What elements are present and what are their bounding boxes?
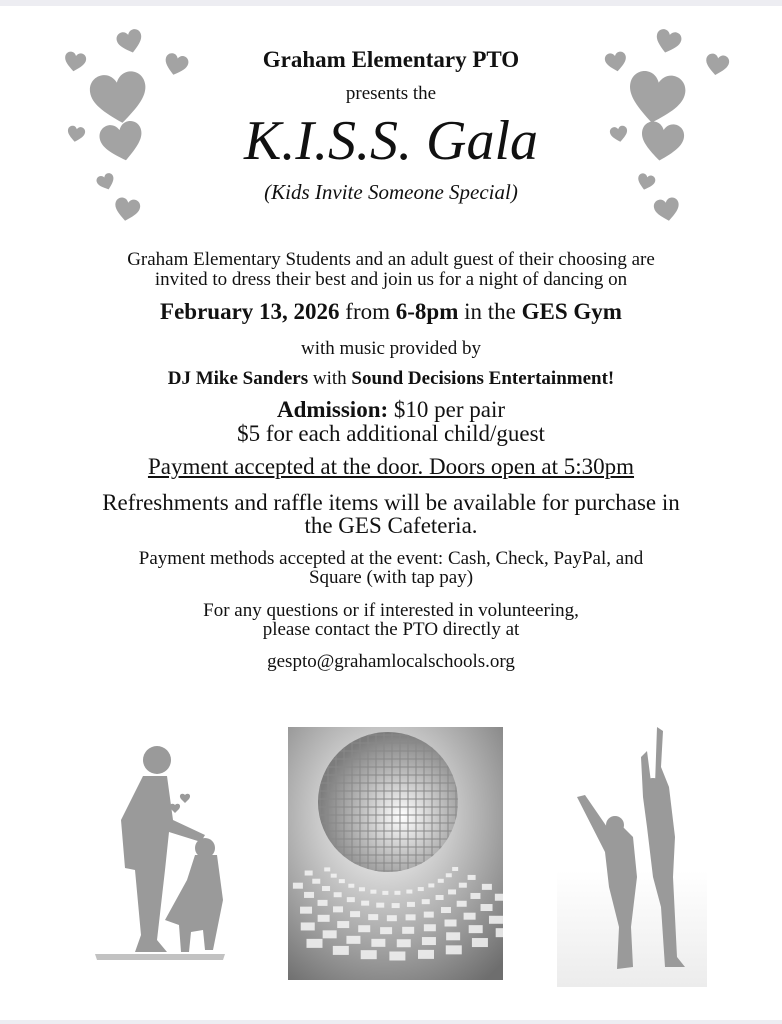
light-tile <box>359 887 365 891</box>
light-tile <box>304 892 314 898</box>
dj-company: Sound Decisions Entertainment! <box>351 368 615 389</box>
payment-door-text: Payment accepted at the door. Doors open at 5:30pm <box>147 454 635 479</box>
light-tile <box>346 936 360 944</box>
music-text: with music provided by <box>301 338 481 359</box>
light-tile <box>382 891 388 895</box>
light-tile <box>424 912 434 918</box>
light-tile <box>331 874 337 878</box>
light-tile <box>389 951 405 960</box>
light-tile <box>469 925 483 933</box>
light-tile <box>441 907 451 913</box>
light-tile <box>350 911 360 917</box>
light-tile <box>495 894 503 901</box>
light-tile <box>448 889 456 894</box>
event-time: 6-8pm <box>395 299 459 324</box>
disco-ball-image <box>288 727 503 980</box>
light-tile <box>446 873 452 877</box>
light-tile <box>392 903 400 908</box>
event-subtitle: (Kids Invite Someone Special) <box>264 180 518 204</box>
admission-price: $10 per pair <box>388 397 506 422</box>
light-tile <box>347 897 355 902</box>
light-tile <box>422 937 436 945</box>
light-tile <box>337 921 349 928</box>
light-tile <box>407 902 415 907</box>
light-tile <box>318 900 328 906</box>
light-tile <box>446 932 460 940</box>
event-date: February 13, 2026 <box>160 299 340 324</box>
light-tile <box>293 883 303 889</box>
light-tile <box>446 945 462 954</box>
light-tile <box>422 899 430 904</box>
light-tile <box>406 914 416 920</box>
light-tile <box>470 893 480 899</box>
light-tile <box>438 879 444 883</box>
light-tile <box>368 914 378 920</box>
light-tile <box>371 939 385 947</box>
light-tile <box>496 928 503 937</box>
refreshments-line-2: the GES Cafeteria. <box>304 513 478 538</box>
light-tile <box>397 939 411 947</box>
admission-line <box>0 398 782 421</box>
event-title: K.I.S.S. Gala <box>244 110 538 172</box>
presents-text: presents the <box>345 83 437 104</box>
dj-line <box>0 369 782 388</box>
light-tile <box>306 939 322 948</box>
light-tile <box>361 950 377 959</box>
dj-name: DJ Mike Sanders <box>167 368 309 389</box>
light-tile <box>406 890 412 894</box>
light-tile <box>428 883 434 887</box>
intro-line-2: invited to dress their best and join us for a night of dancing on <box>154 269 628 290</box>
parent-child-dance-image <box>95 740 230 965</box>
light-tile <box>482 884 492 890</box>
jumping-kids-image <box>557 727 707 987</box>
light-tile <box>424 924 436 931</box>
with-text: with <box>308 368 352 389</box>
light-tile <box>339 879 345 883</box>
light-tile <box>300 907 312 914</box>
questions-line-1: For any questions or if interested in volunteering, <box>203 600 579 621</box>
in-the-text: in the <box>458 299 522 324</box>
light-tile <box>468 875 476 880</box>
light-tile <box>305 871 313 876</box>
refreshments-line-1: Refreshments and raffle items will be available for purchase in <box>102 490 680 515</box>
light-tile <box>472 938 488 947</box>
org-name: Graham Elementary PTO <box>262 47 520 72</box>
light-tile <box>323 930 337 938</box>
light-tile <box>380 927 392 934</box>
light-tile <box>376 903 384 908</box>
light-tile <box>312 879 320 884</box>
date-time-venue <box>0 300 782 323</box>
light-tile <box>333 946 349 955</box>
light-tile <box>489 916 503 924</box>
light-tile <box>322 886 330 891</box>
light-tile <box>402 927 414 934</box>
light-tile <box>481 904 493 911</box>
admission-label: Admission: <box>276 397 389 422</box>
light-tile <box>394 891 400 895</box>
light-tile <box>418 887 424 891</box>
light-tile <box>418 950 434 959</box>
light-tile <box>358 925 370 932</box>
methods-line-2: Square (with tap pay) <box>308 567 474 588</box>
questions-line-2: please contact the PTO directly at <box>262 619 520 640</box>
top-bar <box>0 0 782 6</box>
light-tile <box>370 890 376 894</box>
light-tile <box>452 867 458 871</box>
light-tile <box>464 913 476 920</box>
light-tile <box>459 883 467 888</box>
from-text: from <box>339 299 396 324</box>
light-tile <box>436 895 444 900</box>
light-tile <box>387 915 397 921</box>
light-tile <box>334 892 342 897</box>
light-tile <box>333 906 343 912</box>
light-tile <box>361 901 369 906</box>
light-tile <box>445 919 457 926</box>
light-tile <box>324 867 330 871</box>
contact-email[interactable]: gespto@grahamlocalschools.org <box>267 651 515 672</box>
light-tile <box>348 884 354 888</box>
bottom-bar <box>0 1020 782 1024</box>
light-tile <box>318 915 330 922</box>
intro-line-1: Graham Elementary Students and an adult guest of their choosing are <box>127 249 655 270</box>
event-venue: GES Gym <box>521 299 622 324</box>
methods-line-1: Payment methods accepted at the event: Cash, Check, PayPal, and <box>138 548 644 569</box>
light-tile <box>457 901 467 907</box>
light-tile <box>301 922 315 930</box>
additional-price: $5 for each additional child/guest <box>237 421 545 446</box>
